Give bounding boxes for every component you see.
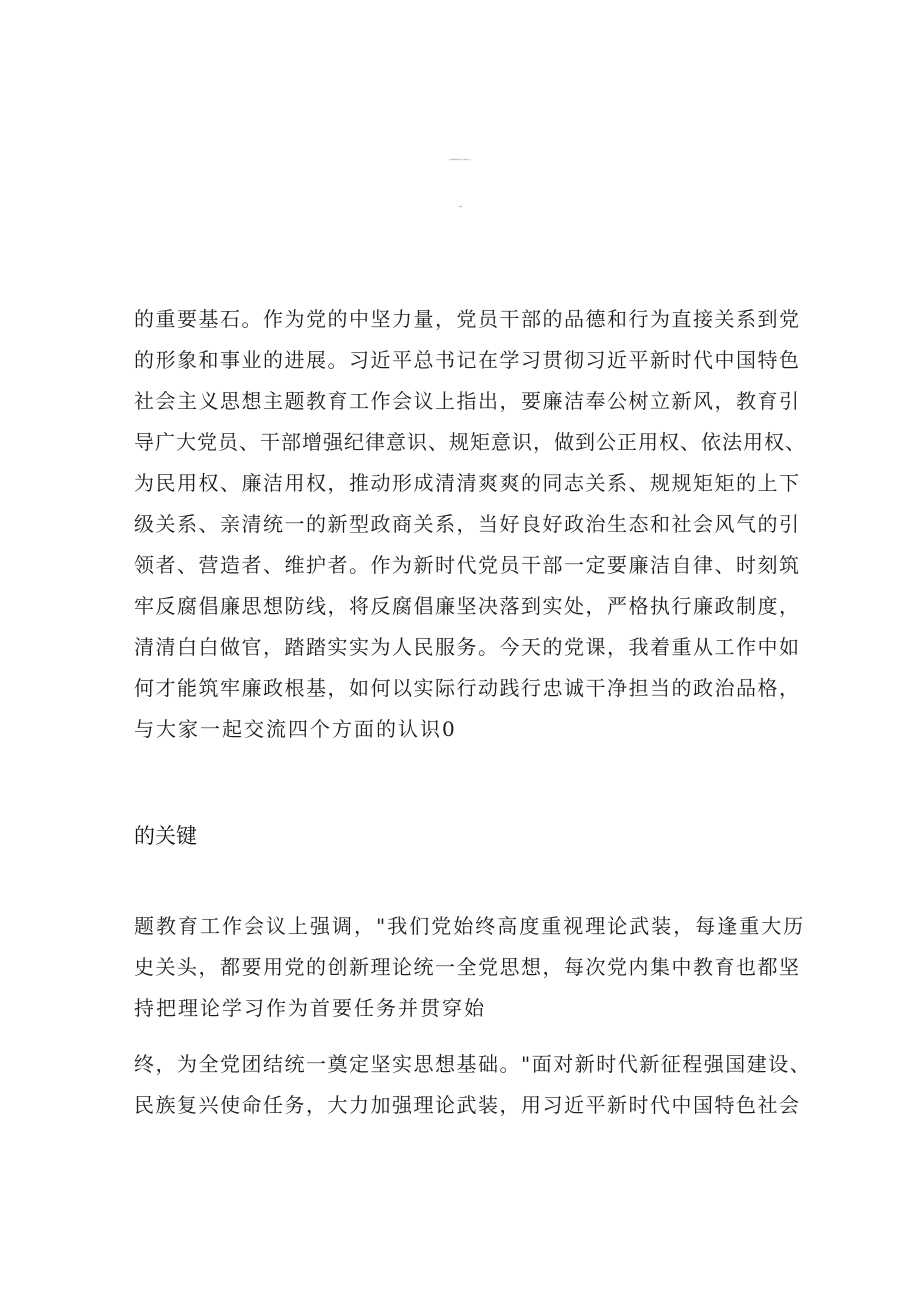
para2-line-4: 持把理论学习作为首要任务并贯穿始 — [134, 996, 486, 1020]
section-heading-1-line-2: 的关键 — [134, 824, 197, 848]
para2-line-3: 史关头，都要用党的创新理论统一全党思想，每次党内集中教育也都坚 — [134, 955, 801, 979]
para1-line-10: 清清白白做官，踏踏实实为人民服务。今天的党课，我着重从工作中如 — [134, 635, 801, 659]
para2-line-1 — [184, 871, 864, 899]
para2-line-2: 题教育工作会议上强调，"我们党始终高度重视理论武装，每逢重大历 — [134, 914, 806, 938]
para1-line-3: 的形象和事业的进展。习近平总书记在学习贯彻习近平新时代中国特色 — [134, 348, 801, 372]
section-heading-1-line-1 — [184, 783, 864, 811]
para1-line-11: 何才能筑牢廉政根基，如何以实际行动践行忠诚干净担当的政治品格， — [134, 676, 801, 700]
para3-line-2: 民族复兴使命任务，大力加强理论武装，用习近平新时代中国特色社会 — [134, 1093, 801, 1117]
para1-line-4: 社会主义思想主题教育工作会议上指出，要廉洁奉公树立新风，教育引 — [134, 389, 801, 413]
para1-line-6: 为民用权、廉洁用权，推动形成清清爽爽的同志关系、规规矩矩的上下 — [134, 471, 801, 495]
document-title-line-1: 筑牢廉政思想根基以忠诚干净担当展现新作为、做 — [449, 160, 471, 161]
para1-line-12: 与大家一起交流四个方面的认识0 — [134, 717, 457, 741]
para3-line-1: 终，为全党团结统一奠定坚实思想基础。"面对新时代新征程强国建设、 — [134, 1052, 812, 1076]
para1-line-8: 领者、营造者、维护者。作为新时代党员干部一定要廉洁自律、时刻筑 — [134, 553, 801, 577]
document-title-line-2: 出新贡献 — [458, 207, 462, 208]
para1-line-7: 级关系、亲清统一的新型政商关系，当好良好政治生态和社会风气的引 — [134, 512, 801, 536]
para1-line-1 — [184, 264, 864, 292]
para1-line-5: 导广大党员、干部增强纪律意识、规矩意识，做到公正用权、依法用权、 — [134, 430, 806, 454]
para1-line-9: 牢反腐倡廉思想防线，将反腐倡廉坚决落到实处，严格执行廉政制度， — [134, 594, 801, 618]
para1-line-2: 的重要基石。作为党的中坚力量，党员干部的品德和行为直接关系到党 — [134, 307, 801, 331]
